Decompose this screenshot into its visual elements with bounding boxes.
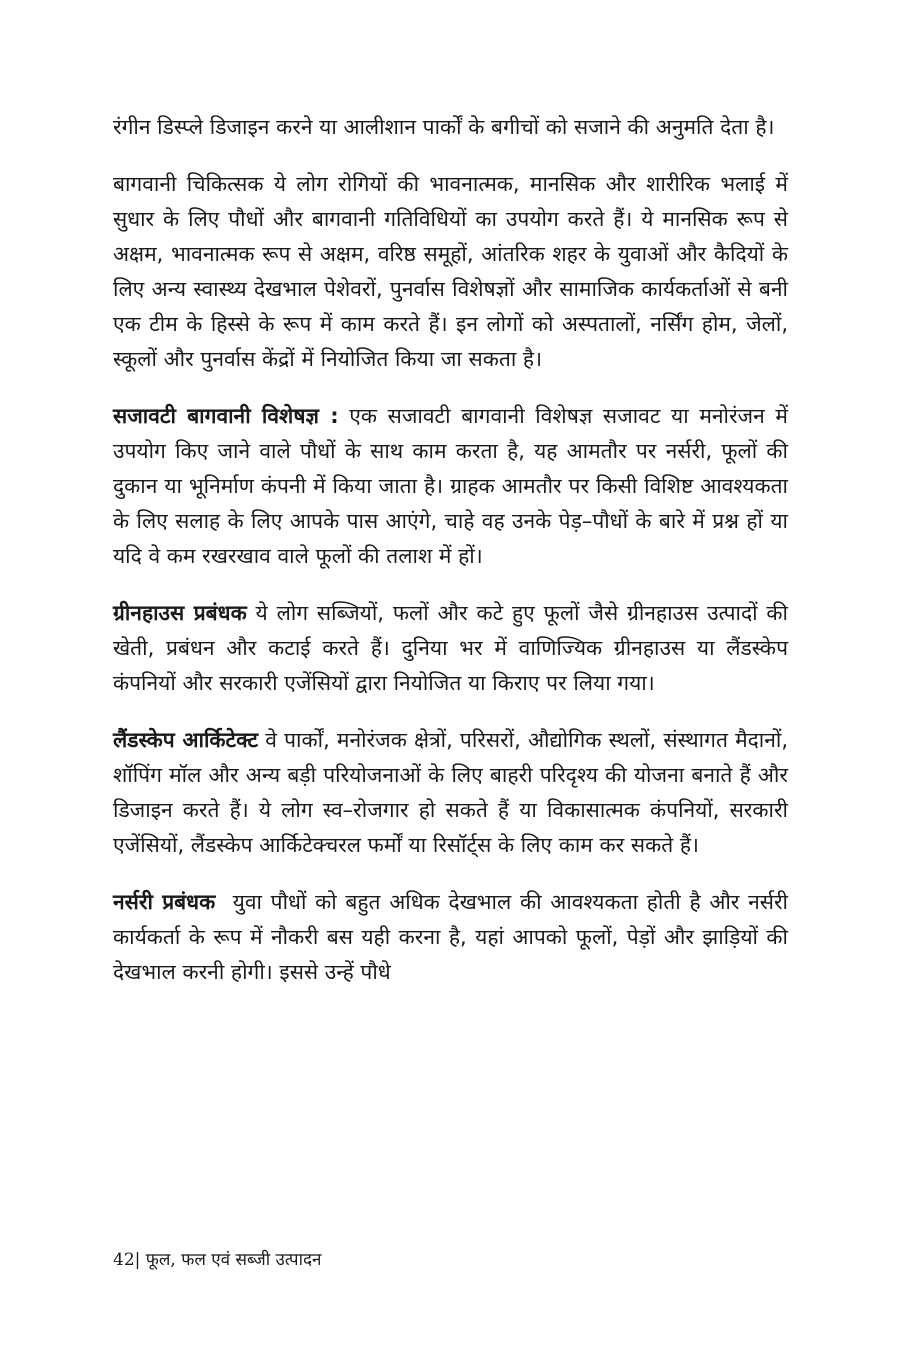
- paragraph-display-design: [113, 110, 788, 145]
- paragraph-text: ये लोग सब्जियों, फलों और कटे हुए फूलों जैसे ग्रीनहाउस उत्पादों की खेती, प्रबंधन और कटाई करते हैं। दुनिया भर में वाणिज्यिक ग्रीनहाउस या लैंडस्केप कंपनियों और सरकारी एजेंसियों द्वारा नियोजित या किराए पर लिया गया।: [113, 601, 788, 695]
- paragraph-landscape-architect: [113, 723, 788, 863]
- paragraph-text: युवा पौधों को बहुत अधिक देखभाल की आवश्यकता होती है और नर्सरी कार्यकर्ता के रूप में नौकरी बस यही करना है, यहां आपको फूलों, पेड़ों और झाड़ियों की देखभाल करनी होगी। इससे उन्हें पौधे: [113, 890, 795, 984]
- page-number: 42: [113, 1250, 135, 1270]
- paragraph-nursery-manager: [113, 885, 795, 990]
- paragraph-heading: ग्रीनहाउस प्रबंधक: [113, 601, 247, 625]
- paragraph-horticulture-therapist: [113, 167, 788, 377]
- paragraph-heading: नर्सरी प्रबंधक: [113, 890, 216, 914]
- book-title: फूल, फल एवं सब्जी उत्पादन: [140, 1250, 322, 1270]
- paragraph-ornamental-horticulturist: [113, 399, 788, 574]
- paragraph-text: वे पार्कों, मनोरंजक क्षेत्रों, परिसरों, औद्योगिक स्थलों, संस्थागत मैदानों, शॉपिंग मॉल और अन्य बड़ी परियोजनाओं के लिए बाहरी परिदृश्य की योजना बनाते हैं और डिजाइन करते हैं। ये लोग स्व–रोजगार हो सकते हैं या विकासात्मक कंपनियों, सरकारी एजेंसियों, लैंडस्केप आर्किटेक्चरल फर्मों या रिसॉर्ट्स के लिए काम कर सकते हैं।: [113, 728, 788, 857]
- paragraph-heading: लैंडस्केप आर्किटेक्ट: [113, 728, 259, 752]
- paragraph-heading: सजावटी बागवानी विशेषज्ञ :: [113, 404, 339, 428]
- footer-separator: |: [134, 1250, 141, 1270]
- paragraph-text: एक सजावटी बागवानी विशेषज्ञ सजावट या मनोरंजन में उपयोग किए जाने वाले पौधों के साथ काम करता है, यह आमतौर पर नर्सरी, फूलों की दुकान या भूनिर्माण कंपनी में किया जाता है। ग्राहक आमतौर पर किसी विशिष्ट आवश्यकता के लिए सलाह के लिए आपके पास आएंगे, चाहे वह उनके पेड़–पौधों के बारे में प्रश्न हों या यदि वे कम रखरखाव वाले फूलों की तलाश में हों।: [113, 404, 788, 568]
- paragraph-greenhouse-manager: [113, 596, 788, 701]
- paragraph-text: बागवानी चिकित्सक ये लोग रोगियों की भावनात्मक, मानसिक और शारीरिक भलाई में सुधार के लिए पौधों और बागवानी गतिविधियों का उपयोग करते हैं। ये मानसिक रूप से अक्षम, भावनात्मक रूप से अक्षम, वरिष्ठ समूहों, आंतरिक शहर के युवाओं और कैदियों के लिए अन्य स्वास्थ्य देखभाल पेशेवरों, पुनर्वास विशेषज्ञों और सामाजिक कार्यकर्ताओं से बनी एक टीम के हिस्से के रूप में काम करते हैं। इन लोगों को अस्पतालों, नर्सिंग होम, जेलों, स्कूलों और पुनर्वास केंद्रों में नियोजित किया जा सकता है।: [113, 172, 788, 371]
- paragraph-text: रंगीन डिस्प्ले डिजाइन करने या आलीशान पार्कों के बगीचों को सजाने की अनुमति देता है।: [113, 115, 775, 139]
- page-body: [113, 110, 795, 1012]
- page-footer: [113, 1248, 321, 1272]
